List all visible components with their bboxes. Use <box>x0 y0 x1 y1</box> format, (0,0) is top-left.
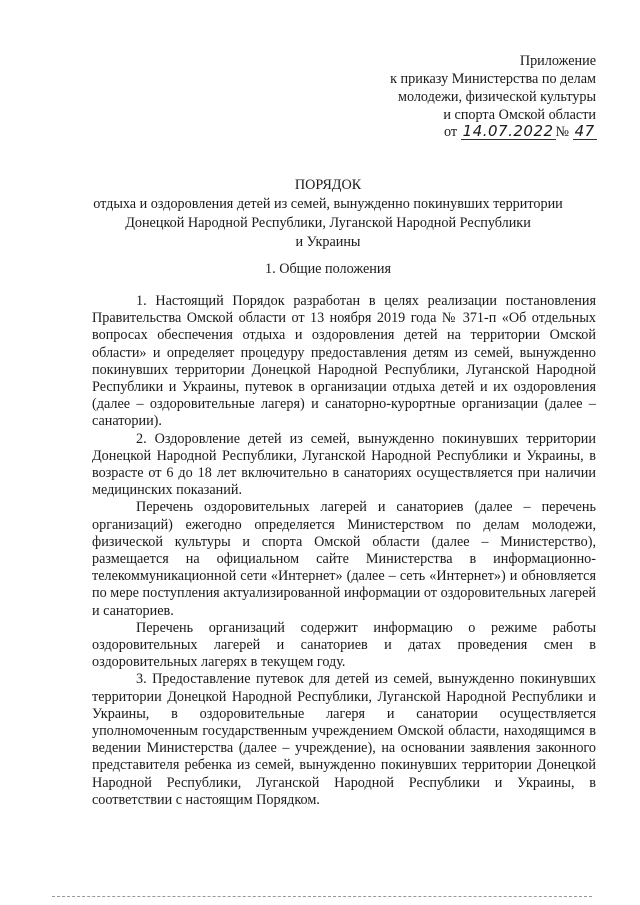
appendix-line: к приказу Министерства по делам <box>390 71 596 87</box>
number-sign: № <box>555 124 570 140</box>
handwritten-date: 14.07.2022 <box>462 122 554 140</box>
paragraph: Перечень организаций содержит информацию о режиме работы оздоровительных лагерей и санаториев и датах проведения смен в оздоровительных лагерях в текущем году. <box>92 619 596 671</box>
appendix-line: Приложение <box>519 53 596 69</box>
page-bottom-divider <box>52 896 592 899</box>
title-line: и Украины <box>295 234 361 250</box>
paragraph: 1. Настоящий Порядок разработан в целях реализации постановления Правительства Омской области от 13 ноября 2019 года № 371-п «Об отдельных вопросах обеспечения отдыха и оздоровления детей на территории Омской области» и определяет процедуру предоставления детям из семей, вынужденно покинувших территории Донецкой Народной Республики, Луганской Народной Республики и Украины, путевок в организации отдыха детей и их оздоровления (далее – оздоровительные лагеря) и санаторно-курортные организации (далее – санатории). <box>92 293 596 430</box>
appendix-line: и спорта Омской области <box>443 107 596 123</box>
order-date-line <box>444 124 597 141</box>
document-title <box>60 176 596 252</box>
body-text <box>92 293 596 809</box>
paragraph: Перечень оздоровительных лагерей и санаториев (далее – перечень организаций) ежегодно определяется Министерством по делам молодежи, физической культуры и спорта Омской области (далее – Министерство), размещается на официальном сайте Министерства в информационно-телекоммуникационной сети «Интернет» (далее – сеть «Интернет») и обновляется по мере поступления актуализированной информации от оздоровительных лагерей и санаториев. <box>92 499 596 619</box>
handwritten-number: 47 <box>574 122 595 140</box>
paragraph: 3. Предоставление путевок для детей из семей, вынужденно покинувших территории Донецкой Народной Республики, Луганской Народной Республики и Украины, в оздоровительные лагеря и санатории осуществляется уполномоченным государственным учреждением Омской области, находящимся в ведении Министерства (далее – учреждение), на основании заявления законного представителя ребенка из семей, вынужденно покинувших территории Донецкой Народной Республики, Луганской Народной Республики и Украины, в соответствии с настоящим Порядком. <box>92 671 596 808</box>
paragraph: 2. Оздоровление детей из семей, вынужденно покинувших территории Донецкой Народной Республики, Луганской Народной Республики и Украины, в возрасте от 6 до 18 лет включительно в санаториях осуществляется при наличии медицинских показаний. <box>92 430 596 499</box>
appendix-header <box>266 52 596 124</box>
title-heading: ПОРЯДОК <box>294 177 362 193</box>
title-line: отдыха и оздоровления детей из семей, вынужденно покинувших территории <box>93 196 563 212</box>
date-prefix: от <box>444 124 458 140</box>
title-line: Донецкой Народной Республики, Луганской Народной Республики <box>125 215 531 231</box>
section-heading: 1. Общие положения <box>265 261 391 277</box>
appendix-line: молодежи, физической культуры <box>397 89 596 105</box>
